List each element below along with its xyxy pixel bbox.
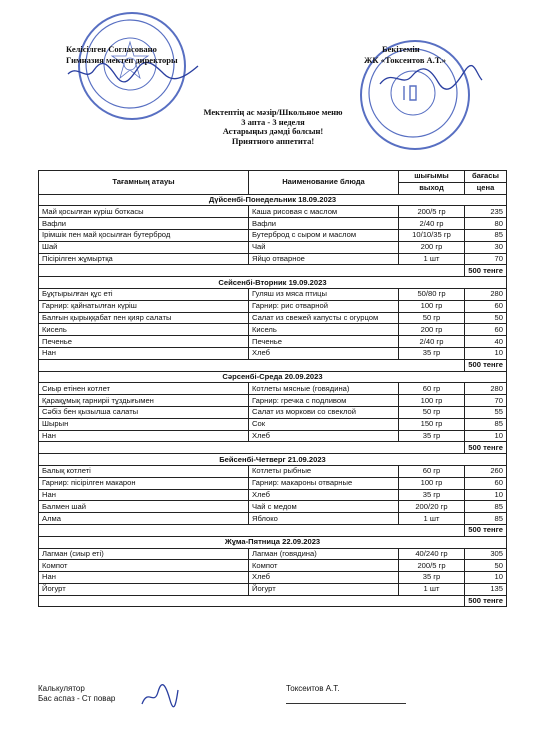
- dish-name-kz: Қарақұмық гарниріі тұздығымен: [39, 395, 249, 407]
- day-title: Дүйсенбі-Понедельник 18.09.2023: [39, 194, 507, 206]
- dish-name-ru: Яйцо отварное: [249, 253, 399, 265]
- dish-name-kz: Шай: [39, 241, 249, 253]
- day-total: 500 тенге: [465, 442, 507, 454]
- dish-name-ru: Гарнир: гречка с подливом: [249, 395, 399, 407]
- dish-name-ru: Гарнир: макароны отварные: [249, 477, 399, 489]
- total-spacer: [39, 524, 465, 536]
- dish-price: 85: [465, 513, 507, 525]
- dish-name-kz: Бұқтырылған құс еті: [39, 288, 249, 300]
- day-header-row: [39, 277, 507, 289]
- menu-item-row: [39, 560, 507, 572]
- menu-item-row: [39, 583, 507, 595]
- day-title: Бейсенбі-Четверг 21.09.2023: [39, 454, 507, 466]
- portion-size: 35 гр: [399, 489, 465, 501]
- footer-right: [286, 684, 406, 704]
- dish-price: 60: [465, 324, 507, 336]
- menu-item-row: [39, 572, 507, 584]
- dish-name-ru: Кисель: [249, 324, 399, 336]
- portion-size: 50 гр: [399, 406, 465, 418]
- menu-item-row: [39, 206, 507, 218]
- portion-size: 50 гр: [399, 312, 465, 324]
- dish-price: 40: [465, 336, 507, 348]
- menu-item-row: [39, 501, 507, 513]
- dish-price: 260: [465, 465, 507, 477]
- director-title: Гимназия мектеп директоры: [66, 55, 178, 65]
- day-total-row: [39, 595, 507, 607]
- column-header-portion-ru: выход: [399, 182, 465, 194]
- owner-title: ЖК «Токсеитов А.Т.»: [364, 55, 446, 65]
- dish-price: 235: [465, 206, 507, 218]
- dish-name-ru: Котлеты рыбные: [249, 465, 399, 477]
- menu-title-line1: Мектептің ас мәзір/Школьное меню: [203, 107, 343, 117]
- menu-item-row: [39, 548, 507, 560]
- dish-name-kz: Шырын: [39, 418, 249, 430]
- dish-name-ru: Чай с медом: [249, 501, 399, 513]
- portion-size: 1 шт: [399, 253, 465, 265]
- dish-name-ru: Сок: [249, 418, 399, 430]
- menu-item-row: [39, 253, 507, 265]
- menu-item-row: [39, 229, 507, 241]
- dish-name-ru: Каша рисовая с маслом: [249, 206, 399, 218]
- portion-size: 60 гр: [399, 465, 465, 477]
- dish-price: 10: [465, 572, 507, 584]
- dish-price: 85: [465, 229, 507, 241]
- portion-size: 1 шт: [399, 513, 465, 525]
- dish-price: 85: [465, 501, 507, 513]
- column-header-portion-kz: шығымы: [399, 171, 465, 183]
- portion-size: 10/10/35 гр: [399, 229, 465, 241]
- portion-size: 200/20 гр: [399, 501, 465, 513]
- total-spacer: [39, 359, 465, 371]
- day-total: 500 тенге: [465, 595, 507, 607]
- menu-item-row: [39, 324, 507, 336]
- dish-name-kz: Йогурт: [39, 583, 249, 595]
- approved-label: Келісілген Согласовано: [66, 44, 157, 54]
- dish-name-ru: Котлеты мясные (говядина): [249, 383, 399, 395]
- menu-item-row: [39, 489, 507, 501]
- dish-name-kz: Балғын қырыққабат пен қияр салаты: [39, 312, 249, 324]
- approval-right: [364, 44, 446, 66]
- dish-price: 70: [465, 395, 507, 407]
- approve-label: Бекітемін: [382, 44, 420, 54]
- menu-title-line4: Приятного аппетита!: [231, 135, 315, 146]
- portion-size: 2/40 гр: [399, 218, 465, 230]
- day-title: Жұма-Пятница 22.09.2023: [39, 536, 507, 548]
- column-header-price-kz: бағасы: [465, 171, 507, 183]
- portion-size: 200 гр: [399, 324, 465, 336]
- dish-price: 135: [465, 583, 507, 595]
- menu-item-row: [39, 347, 507, 359]
- dish-price: 10: [465, 347, 507, 359]
- dish-name-ru: Гарнир: рис отварной: [249, 300, 399, 312]
- day-total: 500 тенге: [465, 524, 507, 536]
- portion-size: 200/5 гр: [399, 560, 465, 572]
- dish-name-ru: Лагман (говядина): [249, 548, 399, 560]
- dish-price: 50: [465, 312, 507, 324]
- day-header-row: [39, 194, 507, 206]
- total-spacer: [39, 442, 465, 454]
- portion-size: 60 гр: [399, 383, 465, 395]
- dish-name-ru: Печенье: [249, 336, 399, 348]
- dish-name-kz: Лагман (сиыр еті): [39, 548, 249, 560]
- menu-item-row: [39, 430, 507, 442]
- menu-item-row: [39, 241, 507, 253]
- cook-signature: [140, 684, 180, 710]
- dish-name-kz: Печенье: [39, 336, 249, 348]
- menu-table: [38, 170, 507, 607]
- portion-size: 35 гр: [399, 572, 465, 584]
- dish-name-kz: Нан: [39, 489, 249, 501]
- dish-name-ru: Яблоко: [249, 513, 399, 525]
- dish-name-kz: Нан: [39, 572, 249, 584]
- dish-name-ru: Хлеб: [249, 430, 399, 442]
- dish-name-kz: Ірімшік пен май қосылған бутерброд: [39, 229, 249, 241]
- dish-name-ru: Салат из свежей капусты с огурцом: [249, 312, 399, 324]
- dish-name-ru: Вафли: [249, 218, 399, 230]
- dish-name-ru: Хлеб: [249, 489, 399, 501]
- footer-left: [38, 684, 115, 704]
- menu-item-row: [39, 418, 507, 430]
- portion-size: 100 гр: [399, 395, 465, 407]
- menu-item-row: [39, 300, 507, 312]
- dish-name-kz: Алма: [39, 513, 249, 525]
- day-total-row: [39, 524, 507, 536]
- dish-name-ru: Компот: [249, 560, 399, 572]
- dish-name-ru: Йогурт: [249, 583, 399, 595]
- dish-name-kz: Пісірілген жұмыртқа: [39, 253, 249, 265]
- menu-item-row: [39, 477, 507, 489]
- dish-price: 60: [465, 477, 507, 489]
- owner-signature: [376, 64, 486, 92]
- dish-price: 280: [465, 383, 507, 395]
- menu-item-row: [39, 406, 507, 418]
- portion-size: 1 шт: [399, 583, 465, 595]
- calculator-label: Калькулятор: [38, 684, 85, 693]
- dish-name-kz: Сиыр етінен котлет: [39, 383, 249, 395]
- dish-price: 50: [465, 560, 507, 572]
- dish-price: 10: [465, 430, 507, 442]
- portion-size: 35 гр: [399, 347, 465, 359]
- dish-name-kz: Компот: [39, 560, 249, 572]
- day-total-row: [39, 442, 507, 454]
- menu-body: [39, 194, 507, 607]
- dish-name-kz: Гарнир: қайнатылған күріш: [39, 300, 249, 312]
- dish-price: 85: [465, 418, 507, 430]
- menu-item-row: [39, 288, 507, 300]
- dish-name-kz: Гарнир: пісірілген макарон: [39, 477, 249, 489]
- portion-size: 40/240 гр: [399, 548, 465, 560]
- signature-line: [286, 703, 406, 704]
- dish-name-kz: Май қосылған күріш боткасы: [39, 206, 249, 218]
- dish-price: 305: [465, 548, 507, 560]
- dish-name-ru: Бутерброд с сыром и маслом: [249, 229, 399, 241]
- chef-label: Бас аспаз - Ст повар: [38, 694, 116, 703]
- dish-name-ru: Чай: [249, 241, 399, 253]
- menu-item-row: [39, 465, 507, 477]
- day-total: 500 тенге: [465, 359, 507, 371]
- dish-price: 30: [465, 241, 507, 253]
- column-header-ru: Наименование блюда: [249, 171, 399, 195]
- dish-name-kz: Балық котлеті: [39, 465, 249, 477]
- dish-price: 70: [465, 253, 507, 265]
- day-title: Сәрсенбі-Среда 20.09.2023: [39, 371, 507, 383]
- menu-item-row: [39, 312, 507, 324]
- menu-title-line3: Астарыңыз дәмді болсын!: [222, 126, 324, 136]
- dish-name-ru: Салат из моркови со свеклой: [249, 406, 399, 418]
- approval-left: [66, 44, 178, 66]
- dish-name-kz: Балмен шай: [39, 501, 249, 513]
- day-total-row: [39, 265, 507, 277]
- portion-size: 50/80 гр: [399, 288, 465, 300]
- day-total-row: [39, 359, 507, 371]
- column-header-price-ru: цена: [465, 182, 507, 194]
- dish-name-kz: Кисель: [39, 324, 249, 336]
- menu-item-row: [39, 336, 507, 348]
- portion-size: 35 гр: [399, 430, 465, 442]
- day-header-row: [39, 536, 507, 548]
- day-header-row: [39, 454, 507, 466]
- dish-name-kz: Сәбіз бен қызылша салаты: [39, 406, 249, 418]
- portion-size: 150 гр: [399, 418, 465, 430]
- menu-title-line2: 3 апта - 3 неделя: [241, 116, 305, 127]
- menu-item-row: [39, 513, 507, 525]
- portion-size: 100 гр: [399, 477, 465, 489]
- dish-price: 60: [465, 300, 507, 312]
- day-title: Сейсенбі-Вторник 19.09.2023: [39, 277, 507, 289]
- portion-size: 2/40 гр: [399, 336, 465, 348]
- portion-size: 100 гр: [399, 300, 465, 312]
- dish-name-ru: Хлеб: [249, 572, 399, 584]
- dish-price: 10: [465, 489, 507, 501]
- menu-item-row: [39, 395, 507, 407]
- dish-name-kz: Нан: [39, 347, 249, 359]
- portion-size: 200 гр: [399, 241, 465, 253]
- total-spacer: [39, 265, 465, 277]
- dish-price: 55: [465, 406, 507, 418]
- dish-name-ru: Хлеб: [249, 347, 399, 359]
- dish-price: 80: [465, 218, 507, 230]
- owner-name: Токсеитов А.Т.: [286, 684, 340, 693]
- menu-item-row: [39, 218, 507, 230]
- day-total: 500 тенге: [465, 265, 507, 277]
- menu-item-row: [39, 383, 507, 395]
- column-header-kz: Тағамның атауы: [39, 171, 249, 195]
- dish-name-ru: Гуляш из мяса птицы: [249, 288, 399, 300]
- portion-size: 200/5 гр: [399, 206, 465, 218]
- dish-name-kz: Вафли: [39, 218, 249, 230]
- menu-title: [0, 108, 546, 146]
- dish-name-kz: Нан: [39, 430, 249, 442]
- dish-price: 280: [465, 288, 507, 300]
- total-spacer: [39, 595, 465, 607]
- day-header-row: [39, 371, 507, 383]
